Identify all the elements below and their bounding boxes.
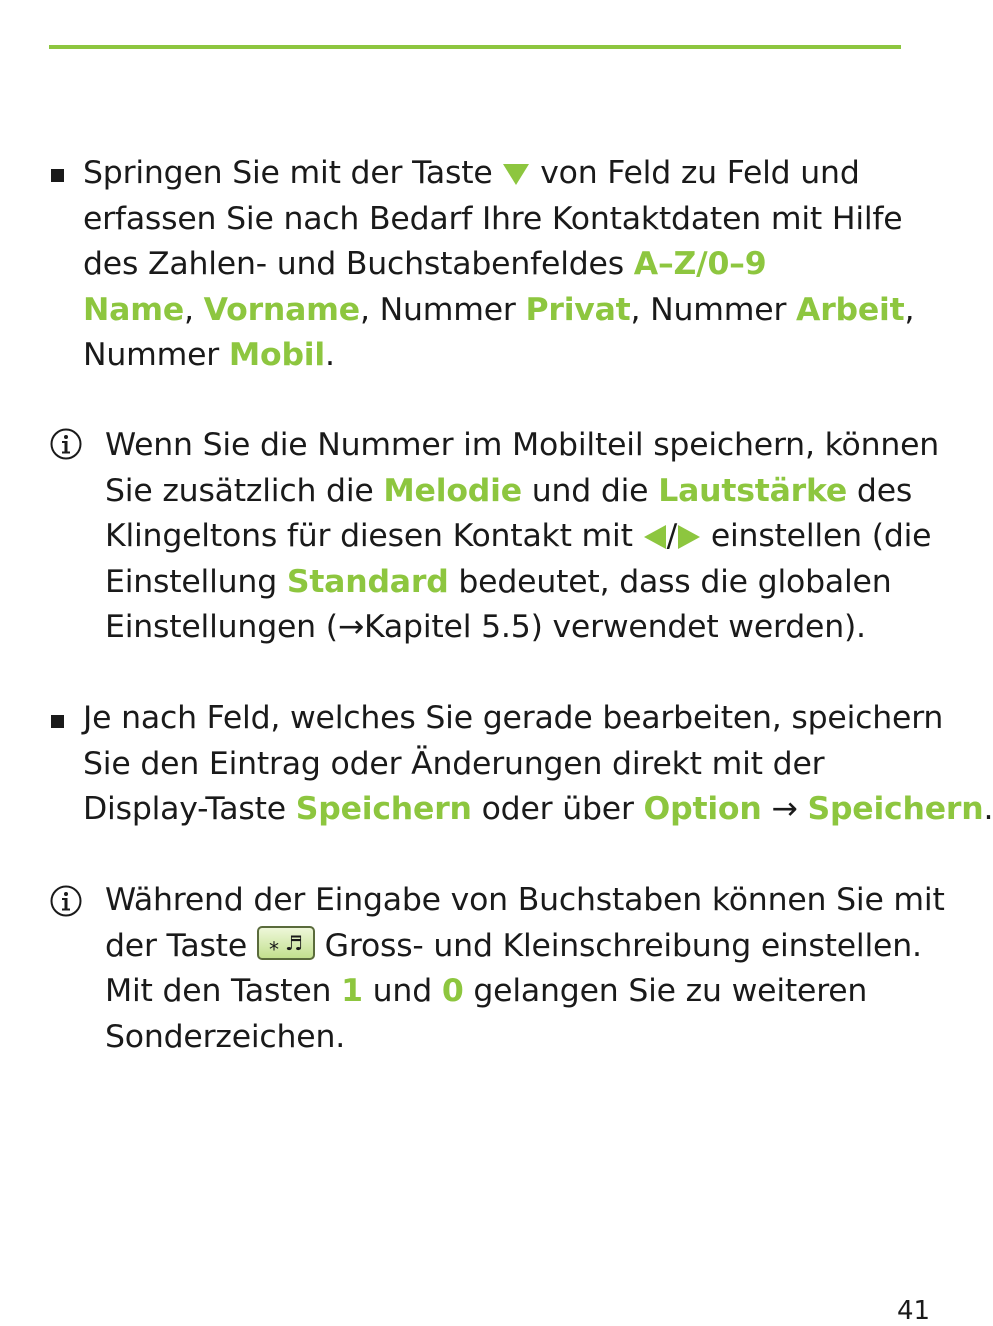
- bullet-1: [51, 169, 64, 182]
- paragraph-2: Je nach Feld, welches Sie gerade bearbeiten, speichern Sie den Eintrag oder Änderungen direkt mit der Display-Taste Speichern oder über Option → Speichern.: [83, 700, 993, 827]
- page-number: 41: [897, 1296, 931, 1326]
- bullet-2: [51, 715, 64, 728]
- info-note-1: Wenn Sie die Nummer im Mobilteil speichern, können Sie zusätzlich die Melodie und die Lautstärke des Klingeltons für diesen Kontakt mit / einstellen (die Einstellung Standard bedeutet, dass die globalen Einstellungen (→Kapitel 5.5) verwendet werden).: [105, 427, 940, 645]
- arrow-down-icon: [502, 162, 530, 186]
- info-icon: [50, 428, 82, 460]
- header-rule: [49, 45, 901, 49]
- paragraph-1: Springen Sie mit der Taste von Feld zu Feld und erfassen Sie nach Bedarf Ihre Kontaktdaten mit Hilfe des Zahlen- und Buchstabenfeldes A–Z/0–9 Name, Vorname, Nummer Privat, Nummer Arbeit, Nummer Mobil.: [83, 155, 915, 373]
- info-note-2: Während der Eingabe von Buchstaben können Sie mit der Taste ⁎ ♬ Gross- und Kleinschreibung einstellen. Mit den Tasten 1 und 0 gelangen Sie zu weiteren Sonderzeichen.: [105, 882, 945, 1055]
- star-music-key-icon: ⁎ ♬: [257, 926, 315, 960]
- arrow-left-icon: [643, 524, 667, 550]
- arrow-right-icon: [677, 524, 701, 550]
- info-icon: [50, 885, 82, 917]
